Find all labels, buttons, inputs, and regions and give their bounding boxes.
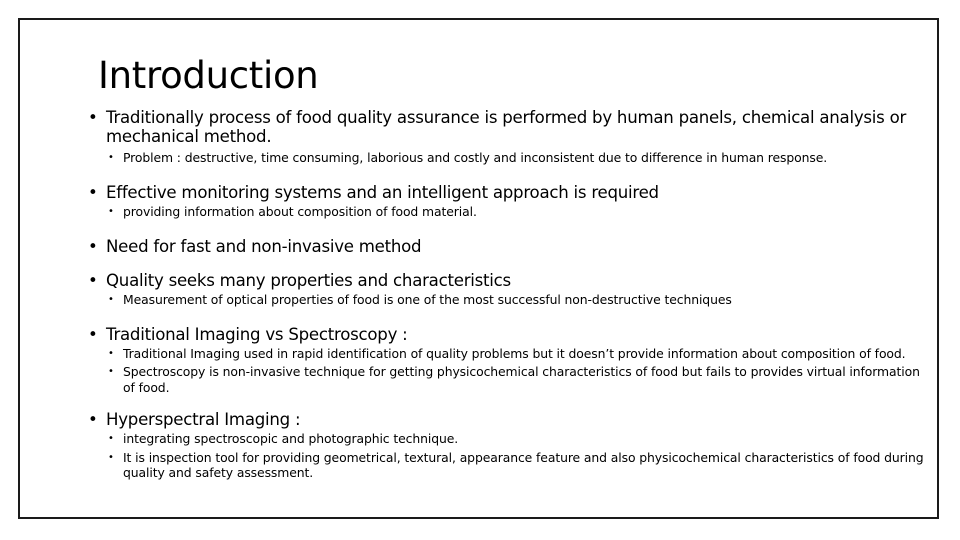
sub-bullet-marker: • [108, 294, 114, 305]
sub-bullet-text: Traditional Imaging used in rapid identification of quality problems but it doesn’t provide information about composition of food. [123, 345, 906, 361]
bullet-4 [88, 271, 924, 290]
sub-bullet-2-1 [108, 204, 924, 220]
sub-bullet-marker: • [108, 366, 114, 377]
sub-bullet-text: providing information about composition of food material. [123, 203, 477, 219]
bullet-text: Traditional Imaging vs Spectroscopy : [106, 324, 408, 344]
sub-bullet-5-1 [108, 346, 924, 362]
bullet-6 [88, 410, 924, 429]
bullet-2 [88, 183, 924, 202]
bullet-text: Need for fast and non-invasive method [106, 237, 422, 256]
sub-bullet-text: integrating spectroscopic and photographic technique. [123, 431, 459, 446]
sub-bullet-marker: • [108, 347, 114, 359]
sub-bullet-text: Problem : destructive, time consuming, laborious and costly and inconsistent due to difference in human response. [123, 150, 828, 165]
bullet-1 [88, 108, 924, 146]
bullet-marker: • [88, 182, 98, 202]
sub-bullet-text: Measurement of optical properties of food is one of the most successful non-destructive techniques [123, 292, 732, 307]
bullet-marker: • [88, 237, 98, 256]
sub-bullet-text: It is inspection tool for providing geometrical, textural, appearance feature and also physicochemical characteristics of food during quality and safety assessment. [123, 449, 924, 480]
sub-bullet-1-1 [108, 150, 924, 166]
slide-title: Introduction [98, 54, 319, 97]
sub-bullet-6-1 [108, 431, 924, 447]
slide-content [88, 106, 924, 481]
bullet-text: Hyperspectral Imaging : [106, 410, 301, 429]
sub-bullet-marker: • [108, 451, 114, 463]
bullet-marker: • [88, 271, 98, 290]
bullet-3 [88, 237, 924, 256]
sub-bullet-marker: • [108, 152, 114, 163]
sub-bullet-marker: • [108, 205, 114, 217]
sub-bullet-text: Spectroscopy is non-invasive technique for getting physicochemical characteristics of food but fails to provides virtual information of food. [123, 364, 920, 395]
bullet-marker: • [88, 324, 98, 344]
sub-bullet-6-2 [108, 450, 924, 481]
sub-bullet-4-1 [108, 292, 924, 308]
bullet-text: Quality seeks many properties and characteristics [106, 271, 511, 290]
sub-bullet-marker: • [108, 433, 114, 444]
bullet-marker: • [88, 410, 98, 429]
bullet-5 [88, 325, 924, 344]
bullet-text: Effective monitoring systems and an intelligent approach is required [106, 182, 659, 202]
bullet-text: Traditionally process of food quality assurance is performed by human panels, chemical analysis or mechanical method. [106, 108, 907, 146]
bullet-marker: • [88, 108, 98, 127]
sub-bullet-5-2 [108, 364, 924, 395]
